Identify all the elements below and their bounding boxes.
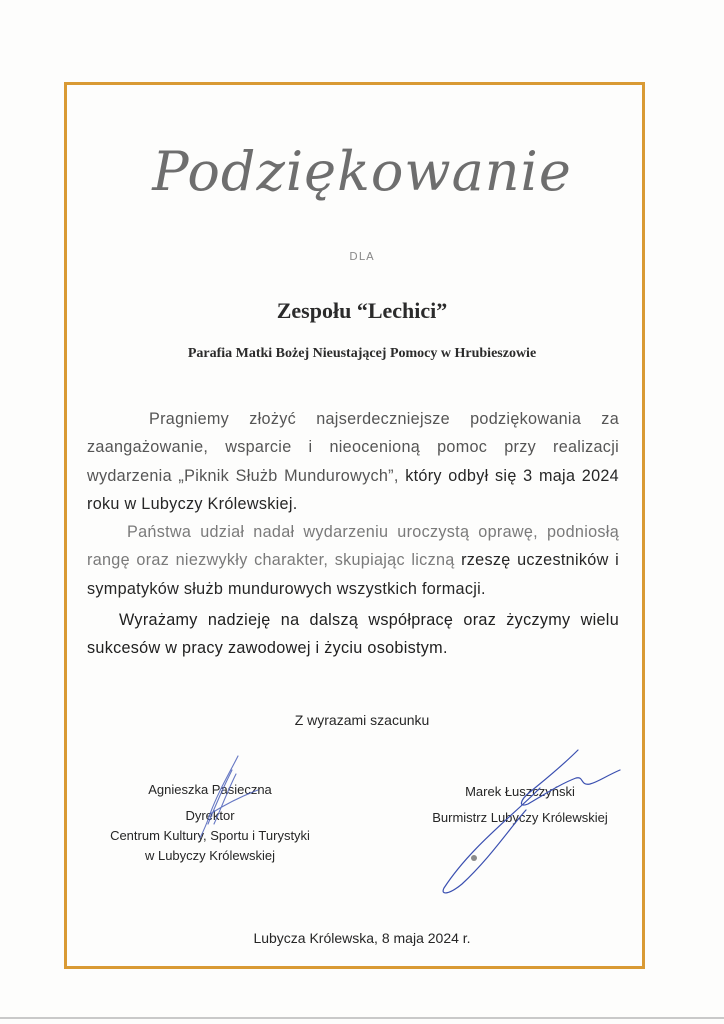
signatory-right bbox=[400, 782, 640, 828]
place-and-date: Lubycza Królewska, 8 maja 2024 r. bbox=[253, 930, 471, 946]
signatory-left-institution-2: w Lubyczy Królewskiej bbox=[144, 848, 276, 863]
closing-regards: Z wyrazami szacunku bbox=[294, 712, 430, 728]
paragraph-thanks-lead: Pragniemy złożyć najserdeczniejsze podziękowania za zaangażowanie, wsparcie i nieocenioną pomoc przy realizacji wydarzenia „Piknik Służb Mundurowych”, bbox=[87, 410, 619, 485]
signatory-left bbox=[70, 780, 350, 866]
paragraph-wishes: Wyrażamy nadzieję na dalszą współpracę oraz życzymy wielu sukcesów w pracy zawodowej i życiu osobistym. bbox=[87, 611, 619, 658]
signatory-left-name: Agnieszka Pasieczna bbox=[148, 782, 272, 797]
for-label: DLA bbox=[349, 250, 375, 263]
recipient-name: Zespołu “Lechici” bbox=[276, 298, 448, 323]
signatory-right-role: Burmistrz Lubyczy Królewskiej bbox=[432, 810, 608, 825]
paragraph-thanks-tail: który odbył się 3 maja 2024 roku w Lubyczy Królewskiej. bbox=[87, 466, 619, 513]
signatory-left-role: Dyrektor bbox=[185, 808, 235, 823]
paragraph-participation bbox=[87, 518, 619, 603]
paragraph-thanks bbox=[87, 405, 619, 518]
paragraph-participation-lead: Państwa udział nadał wydarzeniu uroczystą oprawę, podniosłą rangę oraz niezwykły charakter, skupiając liczną bbox=[87, 523, 619, 570]
paragraph-participation-tail: rzeszę uczestników i sympatyków służb mundurowych wszystkich formacji. bbox=[87, 551, 619, 598]
signatory-right-name: Marek Łuszczyński bbox=[465, 784, 575, 799]
recipient-organization: Parafia Matki Bożej Nieustającej Pomocy w Hrubieszowie bbox=[187, 346, 537, 361]
signatory-left-institution-1: Centrum Kultury, Sportu i Turystyki bbox=[110, 828, 310, 843]
document-title: Podziękowanie bbox=[152, 140, 572, 203]
letter-body bbox=[87, 405, 619, 663]
scan-edge-line bbox=[0, 1017, 724, 1019]
